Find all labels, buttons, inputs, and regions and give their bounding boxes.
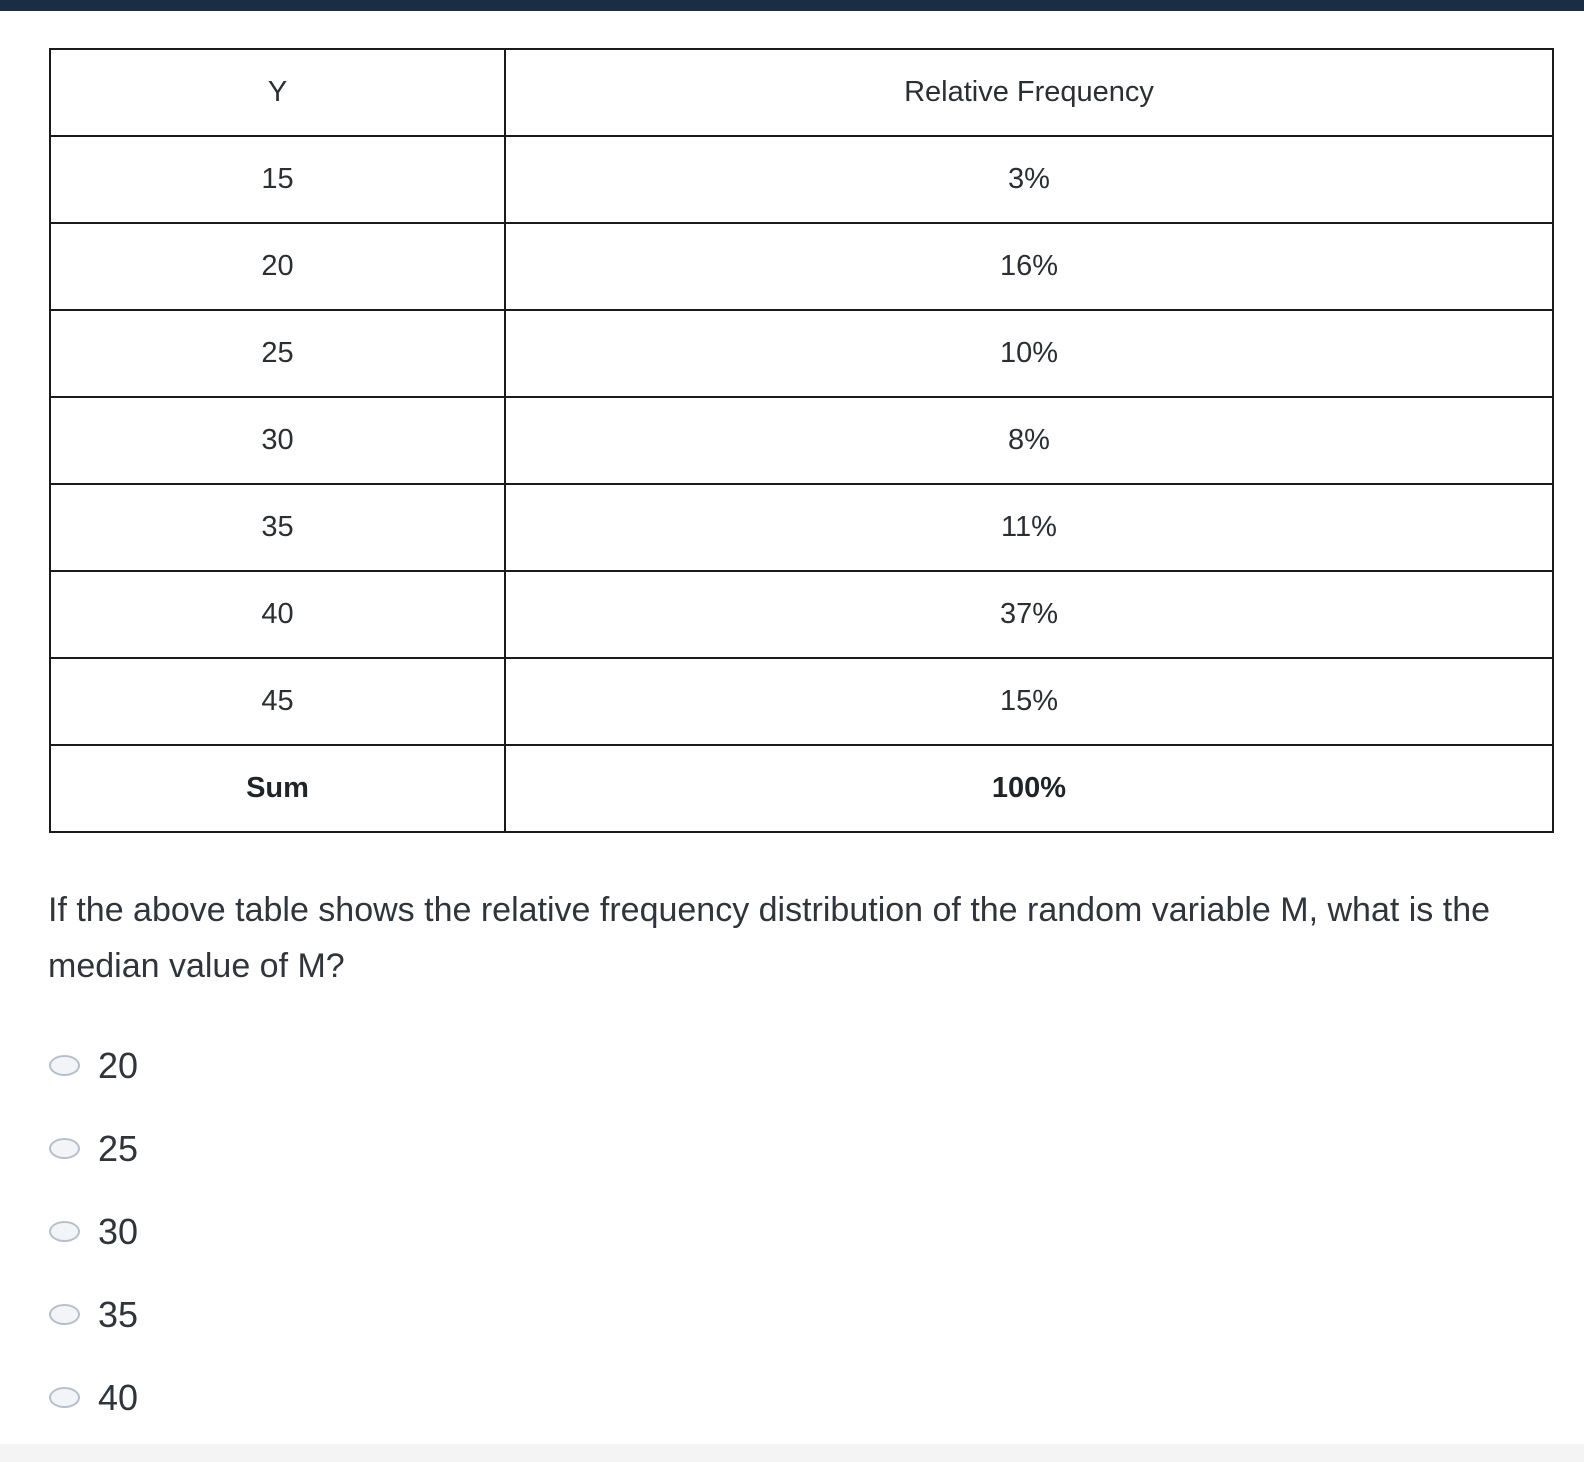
cell-y: 15 [50, 136, 505, 223]
sum-label: Sum [50, 745, 505, 832]
header-y: Y [50, 49, 505, 136]
table-row [50, 571, 1553, 658]
table-row [50, 484, 1553, 571]
cell-y: 20 [50, 223, 505, 310]
header-relative-frequency: Relative Frequency [505, 49, 1553, 136]
top-bar [0, 0, 1584, 11]
cell-frequency: 16% [505, 223, 1553, 310]
radio-button-icon[interactable] [49, 1304, 80, 1325]
cell-frequency: 15% [505, 658, 1553, 745]
table-row [50, 136, 1553, 223]
bottom-strip [0, 1444, 1584, 1462]
cell-y: 35 [50, 484, 505, 571]
cell-frequency: 3% [505, 136, 1553, 223]
cell-frequency: 11% [505, 484, 1553, 571]
option-35[interactable] [49, 1273, 138, 1356]
sum-row [50, 745, 1553, 832]
answer-options [49, 1024, 138, 1439]
option-label: 25 [98, 1127, 139, 1169]
table-row [50, 658, 1553, 745]
table-row [50, 223, 1553, 310]
question-text: If the above table shows the relative frequency distribution of the random variable M, what is the median value of M? [48, 891, 1491, 985]
option-40[interactable] [49, 1356, 138, 1439]
option-25[interactable] [49, 1107, 138, 1190]
cell-y: 30 [50, 397, 505, 484]
table-header-row [50, 49, 1553, 136]
option-label: 40 [98, 1376, 139, 1418]
option-20[interactable] [49, 1024, 138, 1107]
cell-frequency: 37% [505, 571, 1553, 658]
cell-frequency: 8% [505, 397, 1553, 484]
cell-y: 45 [50, 658, 505, 745]
frequency-table [49, 48, 1554, 833]
radio-button-icon[interactable] [49, 1138, 80, 1159]
radio-button-icon[interactable] [49, 1055, 80, 1076]
cell-y: 40 [50, 571, 505, 658]
table-row [50, 397, 1553, 484]
sum-value: 100% [505, 745, 1553, 832]
radio-button-icon[interactable] [49, 1221, 80, 1242]
option-label: 30 [98, 1210, 139, 1252]
option-30[interactable] [49, 1190, 138, 1273]
cell-y: 25 [50, 310, 505, 397]
option-label: 20 [98, 1044, 139, 1086]
option-label: 35 [98, 1293, 139, 1335]
cell-frequency: 10% [505, 310, 1553, 397]
radio-button-icon[interactable] [49, 1387, 80, 1408]
table-row [50, 310, 1553, 397]
